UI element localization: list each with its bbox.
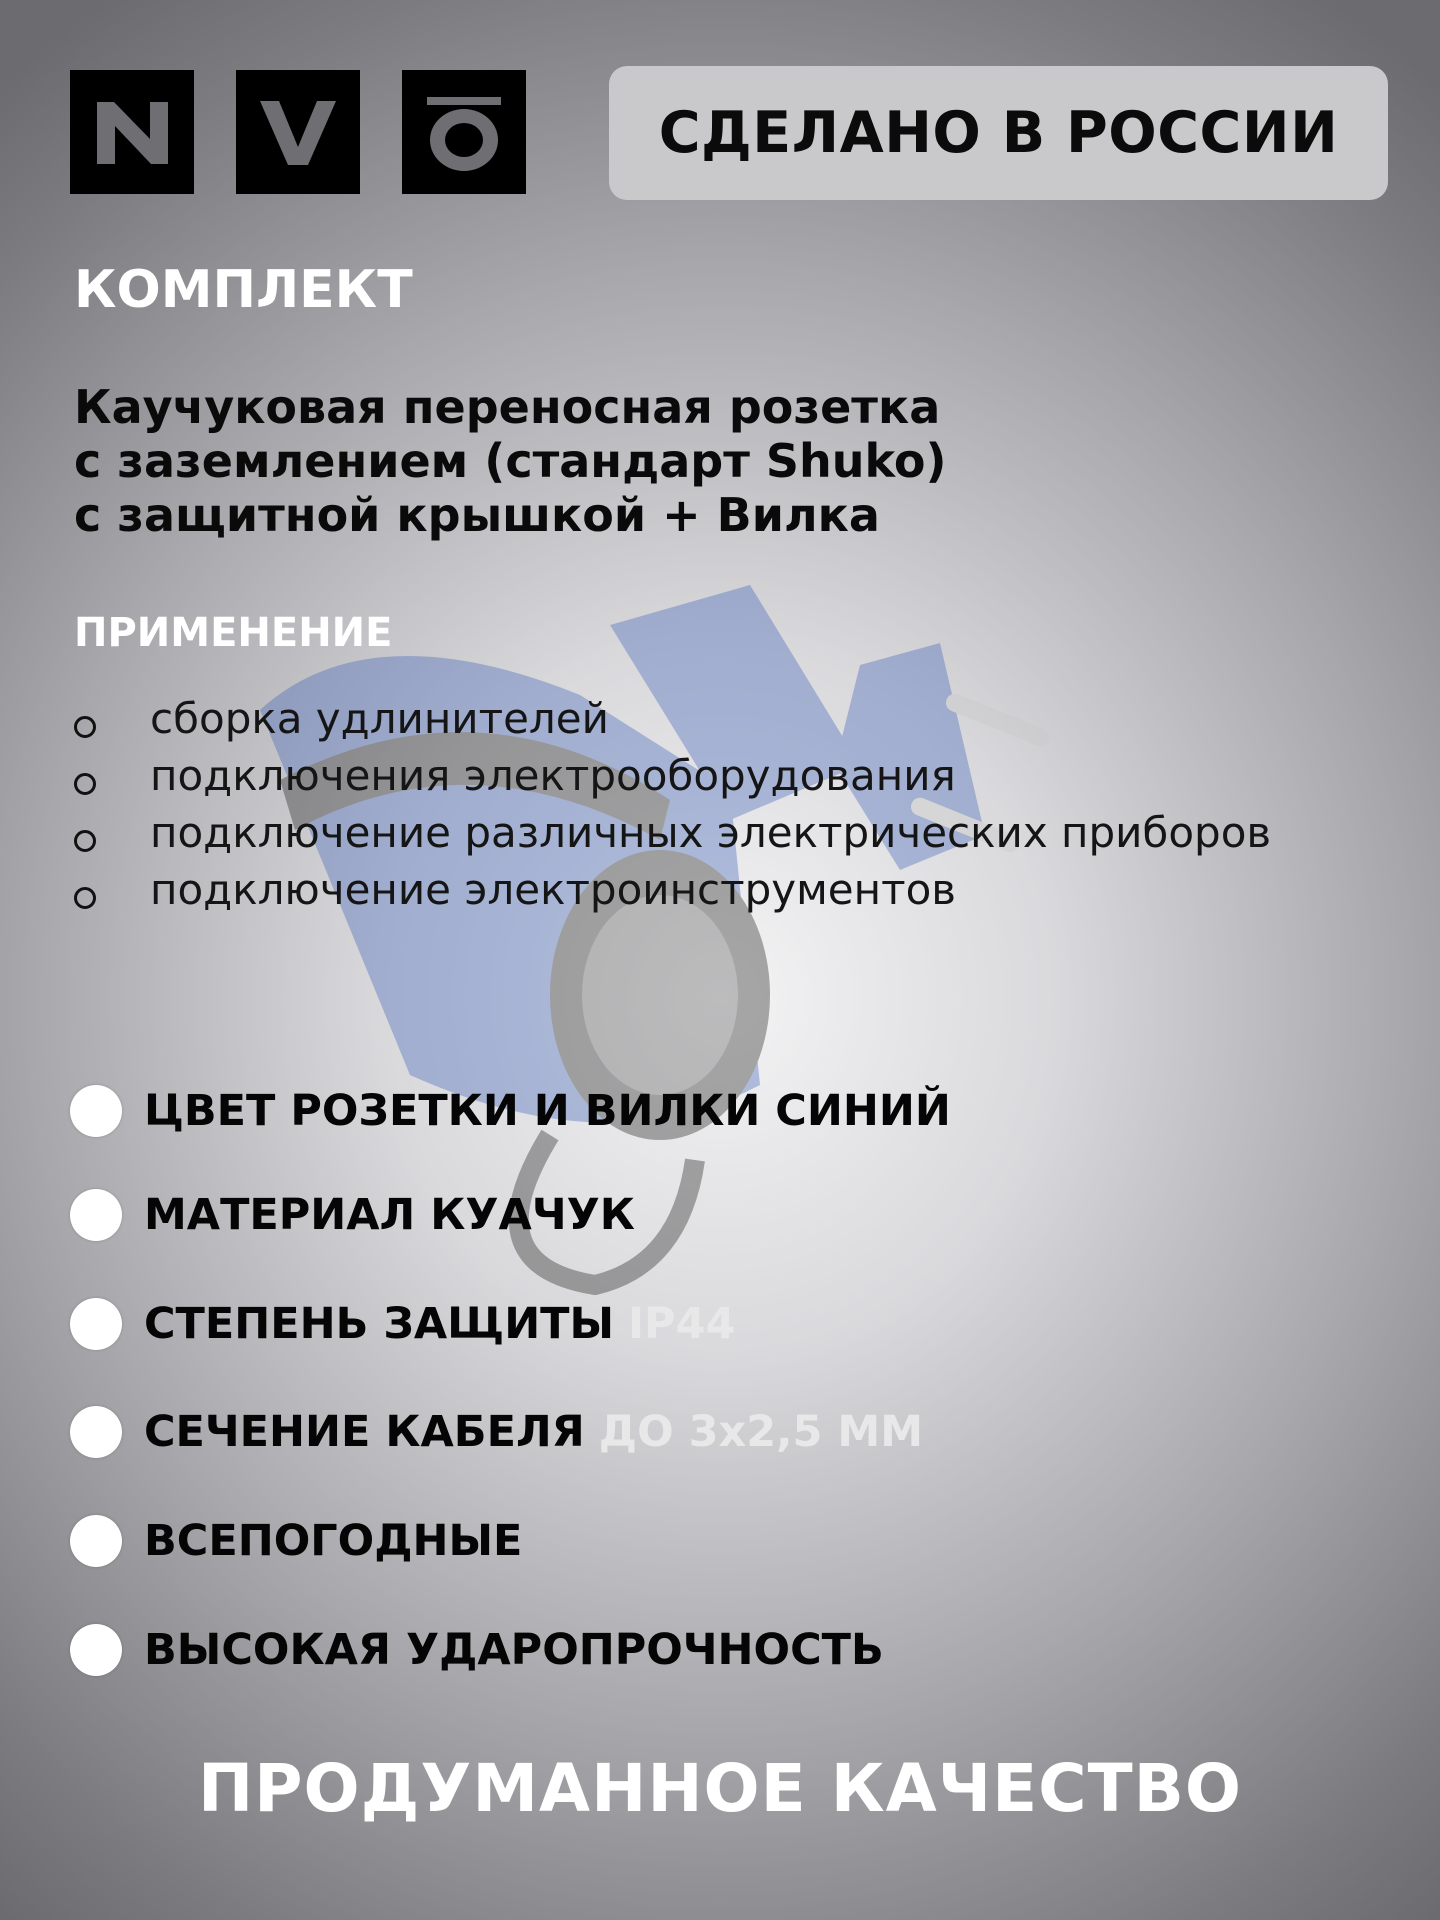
list-item — [74, 861, 1374, 918]
kit-description-line: с заземлением (стандарт Shuko) — [74, 434, 947, 488]
badge-text: СДЕЛАНО В РОССИИ — [658, 100, 1339, 166]
feature-material — [70, 1186, 635, 1244]
logo-tile-v — [236, 70, 360, 194]
feature-marker-icon — [70, 1515, 122, 1567]
kit-description-line: Каучуковая переносная розетка — [74, 380, 941, 434]
kit-heading: КОМПЛЕКТ — [74, 260, 413, 320]
feature-color — [70, 1082, 951, 1140]
list-item — [74, 690, 1374, 747]
feature-label: МАТЕРИАЛ КУАЧУК — [144, 1190, 635, 1240]
application-text: подключения электрооборудования — [150, 751, 956, 800]
logo-letter-o — [402, 70, 526, 194]
application-text: подключение электроинструментов — [150, 865, 957, 914]
made-in-russia-badge — [609, 66, 1388, 200]
logo-letter-v — [236, 70, 360, 194]
feature-marker-icon — [70, 1298, 122, 1350]
logo-tile-o — [402, 70, 526, 194]
bullet-icon — [74, 716, 96, 738]
feature-impact-resistance — [70, 1621, 884, 1679]
logo-letter-n — [70, 70, 194, 194]
list-item — [74, 747, 1374, 804]
application-list — [74, 690, 1374, 918]
feature-label: ВСЕПОГОДНЫЕ — [144, 1516, 523, 1566]
feature-marker-icon — [70, 1085, 122, 1137]
feature-label: СЕЧЕНИЕ КАБЕЛЯ — [144, 1407, 585, 1457]
feature-value: IP44 — [628, 1299, 736, 1349]
bullet-icon — [74, 830, 96, 852]
feature-label: СТЕПЕНЬ ЗАЩИТЫ — [144, 1299, 615, 1349]
feature-protection — [70, 1295, 735, 1353]
feature-label: ВЫСОКАЯ УДАРОПРОЧНОСТЬ — [144, 1625, 884, 1675]
feature-marker-icon — [70, 1624, 122, 1676]
list-item — [74, 804, 1374, 861]
kit-description-line: с защитной крышкой + Вилка — [74, 488, 880, 542]
application-heading: ПРИМЕНЕНИЕ — [74, 610, 393, 656]
application-text: подключение различных электрических приборов — [150, 808, 1272, 857]
nvo-logo — [70, 70, 526, 194]
logo-tile-n — [70, 70, 194, 194]
bullet-icon — [74, 887, 96, 909]
feature-cable — [70, 1403, 923, 1461]
kit-description — [74, 380, 1374, 542]
feature-weatherproof — [70, 1512, 522, 1570]
feature-marker-icon — [70, 1189, 122, 1241]
feature-value: ДО 3х2,5 ММ — [598, 1407, 923, 1457]
quality-slogan: ПРОДУМАННОЕ КАЧЕСТВО — [197, 1750, 1243, 1827]
feature-label: ЦВЕТ РОЗЕТКИ И ВИЛКИ СИНИЙ — [144, 1086, 951, 1136]
application-text: сборка удлинителей — [150, 694, 609, 743]
feature-marker-icon — [70, 1406, 122, 1458]
bullet-icon — [74, 773, 96, 795]
